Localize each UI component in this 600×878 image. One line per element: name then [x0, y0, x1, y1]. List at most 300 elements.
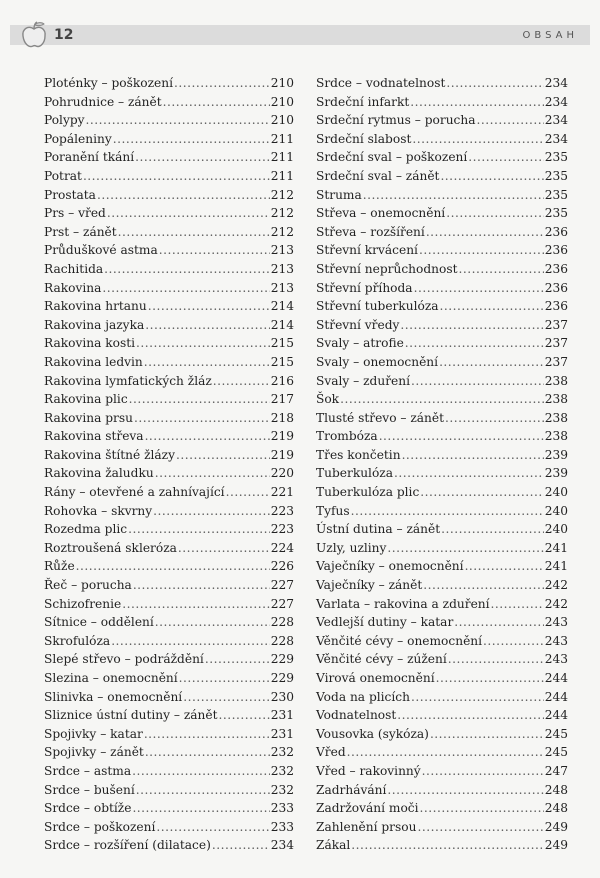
- toc-entry: [44, 669, 294, 688]
- dot-leader: [351, 502, 544, 521]
- toc-entry-page: 212: [270, 206, 294, 221]
- toc-entry: [44, 650, 294, 669]
- toc-entry: [316, 204, 568, 223]
- dot-leader: [129, 390, 270, 409]
- toc-entry-label: Zadrhávání: [316, 782, 387, 797]
- toc-entry-label: Průduškové astma: [44, 243, 158, 258]
- dot-leader: [411, 688, 544, 707]
- toc-entry-label: Ploténky – poškození: [44, 76, 174, 90]
- toc-entry-label: Rakovina prsu: [44, 410, 133, 425]
- toc-entry: [316, 576, 568, 595]
- dot-leader: [347, 743, 544, 762]
- toc-entry-page: 242: [544, 578, 568, 593]
- toc-entry-label: Pohrudnice – zánět: [44, 94, 162, 109]
- toc-entry-page: 221: [270, 485, 294, 500]
- toc-entry-label: Rakovina plic: [44, 392, 128, 407]
- dot-leader: [97, 186, 270, 205]
- toc-entry: [44, 353, 294, 372]
- toc-entry: [316, 93, 568, 112]
- toc-entry-page: 219: [270, 447, 294, 462]
- toc-entry: [316, 743, 568, 762]
- toc-entry-page: 224: [270, 540, 294, 555]
- toc-entry: [44, 557, 294, 576]
- toc-entry-label: Slepé střevo – podráždění: [44, 652, 204, 667]
- toc-entry-page: 214: [270, 299, 294, 314]
- toc-entry: [316, 502, 568, 521]
- toc-entry-page: 235: [544, 206, 568, 221]
- dot-leader: [219, 706, 270, 725]
- toc-entry-page: 220: [270, 466, 294, 481]
- toc-entry: [316, 372, 568, 391]
- toc-entry-label: Střevní příhoda: [316, 280, 413, 295]
- toc-entry-label: Slezina – onemocnění: [44, 671, 178, 685]
- toc-entry: [44, 279, 294, 298]
- toc-entry-label: Sítnice – oddělení: [44, 615, 154, 630]
- toc-entry-label: Šok: [316, 392, 340, 407]
- dot-leader: [155, 464, 270, 483]
- toc-entry-page: 236: [544, 243, 568, 258]
- dot-leader: [128, 520, 270, 539]
- toc-entry-label: Prs – vřed: [44, 206, 106, 221]
- dot-leader: [122, 595, 270, 614]
- toc-entry: [44, 316, 294, 335]
- toc-entry-page: 233: [270, 819, 294, 834]
- toc-entry: [44, 74, 294, 93]
- toc-entry-page: 213: [270, 243, 294, 258]
- toc-entry: [316, 223, 568, 242]
- dot-leader: [134, 409, 270, 428]
- toc-entry-page: 232: [270, 782, 294, 797]
- toc-entry-label: Rozedma plic: [44, 522, 128, 537]
- toc-entry-page: 234: [270, 838, 294, 853]
- toc-entry: [316, 464, 568, 483]
- toc-entry: [44, 502, 294, 521]
- toc-entry-page: 241: [544, 540, 568, 555]
- toc-entry: [316, 781, 568, 800]
- dot-leader: [145, 316, 270, 335]
- toc-entry-label: Tlusté střevo – zánět: [316, 410, 445, 425]
- toc-entry-label: Rakovina kosti: [44, 336, 135, 351]
- apple-logo-icon: [20, 20, 48, 50]
- toc-entry: [316, 483, 568, 502]
- dot-leader: [153, 502, 270, 521]
- toc-entry-label: Srdeční infarkt: [316, 94, 410, 109]
- toc-entry: [44, 464, 294, 483]
- toc-entry-page: 240: [544, 522, 568, 537]
- toc-entry: [44, 111, 294, 130]
- toc-right-column: [316, 74, 568, 855]
- toc-entry-label: Střevní vředy: [316, 317, 400, 332]
- toc-entry-label: Srdce – poškození: [44, 819, 156, 834]
- toc-entry-page: 236: [544, 299, 568, 314]
- toc-entry: [44, 762, 294, 781]
- toc-entry-page: 242: [544, 596, 568, 611]
- dot-leader: [441, 520, 544, 539]
- toc-entry-page: 236: [544, 224, 568, 239]
- toc-entry: [44, 390, 294, 409]
- toc-entry-label: Struma: [316, 187, 362, 202]
- toc-entry-label: Věnčité cévy – zúžení: [316, 652, 447, 667]
- toc-entry-page: 211: [270, 150, 294, 165]
- dot-leader: [445, 409, 544, 428]
- toc-entry-label: Prostata: [44, 187, 96, 202]
- dot-leader: [417, 818, 543, 837]
- dot-leader: [410, 93, 543, 112]
- toc-entry-label: Střeva – rozšíření: [316, 224, 425, 239]
- toc-entry: [44, 539, 294, 558]
- toc-entry-label: Vřed – rakovinný: [316, 763, 421, 778]
- toc-entry-label: Slinivka – onemocnění: [44, 689, 183, 704]
- toc-entry-page: 235: [544, 187, 568, 202]
- toc-entry: [316, 353, 568, 372]
- toc-entry: [316, 148, 568, 167]
- dot-leader: [411, 372, 544, 391]
- dot-leader: [183, 688, 270, 707]
- toc-entry-label: Zahlenění prsou: [316, 819, 417, 834]
- dot-leader: [159, 241, 270, 260]
- toc-entry: [316, 297, 568, 316]
- toc-entry-page: 234: [544, 94, 568, 109]
- toc-entry: [316, 650, 568, 669]
- page-header: [0, 18, 600, 58]
- toc-entry-label: Srdce – rozšíření (dilatace): [44, 838, 211, 853]
- dot-leader: [423, 576, 543, 595]
- toc-entry-label: Trombóza: [316, 429, 378, 444]
- toc-entry: [316, 688, 568, 707]
- toc-entry-label: Vousovka (sykóza): [316, 726, 429, 741]
- dot-leader: [439, 353, 544, 372]
- page-number: 12: [54, 27, 74, 43]
- dot-leader: [76, 557, 270, 576]
- toc-entry-page: 244: [544, 671, 568, 685]
- toc-entry-page: 227: [270, 596, 294, 611]
- toc-entry: [316, 595, 568, 614]
- toc-entry: [316, 706, 568, 725]
- toc-entry-label: Uzly, uzliny: [316, 540, 387, 555]
- toc-entry-page: 212: [270, 224, 294, 239]
- toc-entry: [316, 186, 568, 205]
- toc-entry: [316, 725, 568, 744]
- toc-entry: [316, 762, 568, 781]
- toc-entry-label: Spojivky – katar: [44, 726, 143, 741]
- toc-entry-page: 234: [544, 113, 568, 128]
- toc-entry-page: 238: [544, 429, 568, 444]
- toc-entry-label: Vodnatelnost: [316, 708, 397, 723]
- toc-entry-page: 240: [544, 503, 568, 518]
- header-band: [10, 25, 590, 45]
- toc-entry: [316, 446, 568, 465]
- toc-entry-page: 210: [270, 113, 294, 128]
- toc-entry-label: Střeva – onemocnění: [316, 206, 446, 221]
- dot-leader: [144, 353, 270, 372]
- dot-leader: [414, 279, 544, 298]
- toc-entry: [316, 613, 568, 632]
- toc-entry: [316, 818, 568, 837]
- dot-leader: [136, 334, 270, 353]
- toc-entry-page: 229: [270, 652, 294, 667]
- toc-entry-label: Věnčité cévy – onemocnění: [316, 633, 483, 648]
- dot-leader: [340, 390, 544, 409]
- dot-leader: [440, 297, 544, 316]
- toc-entry: [44, 781, 294, 800]
- toc-entry: [316, 836, 568, 855]
- toc-entry-page: 236: [544, 261, 568, 276]
- toc-entry-page: 231: [270, 726, 294, 741]
- dot-leader: [419, 241, 544, 260]
- toc-entry-label: Srdeční slabost: [316, 131, 412, 146]
- toc-entry-label: Střevní neprůchodnost: [316, 261, 458, 276]
- toc-entry: [44, 836, 294, 855]
- toc-entry-label: Srdce – astma: [44, 763, 132, 778]
- toc-entry: [44, 167, 294, 186]
- toc-entry-label: Schizofrenie: [44, 596, 122, 611]
- toc-entry: [44, 613, 294, 632]
- dot-leader: [178, 539, 270, 558]
- toc-entry: [44, 799, 294, 818]
- toc-entry-label: Rakovina ledvin: [44, 354, 143, 369]
- toc-entry-page: 218: [270, 410, 294, 425]
- toc-entry: [44, 297, 294, 316]
- toc-entry-page: 210: [270, 76, 294, 90]
- toc-entry: [316, 260, 568, 279]
- toc-entry-page: 223: [270, 522, 294, 537]
- dot-leader: [155, 613, 270, 632]
- toc-entry-label: Rakovina štítné žlázy: [44, 447, 175, 462]
- toc-entry-label: Tuberkulóza plic: [316, 485, 420, 500]
- toc-entry: [316, 427, 568, 446]
- toc-entry-label: Virová onemocnění: [316, 671, 435, 685]
- toc-entry-label: Rány – otevřené a zahnívající: [44, 485, 225, 500]
- dot-leader: [483, 632, 544, 651]
- toc-entry-page: 243: [544, 652, 568, 667]
- dot-leader: [458, 260, 543, 279]
- toc-entry: [44, 595, 294, 614]
- toc-entry-page: 232: [270, 763, 294, 778]
- toc-entry-label: Srdce – bušení: [44, 782, 135, 797]
- dot-leader: [400, 316, 543, 335]
- toc-entry: [44, 148, 294, 167]
- toc-entry-page: 237: [544, 317, 568, 332]
- toc-entry-label: Zadržování moči: [316, 801, 419, 816]
- dot-leader: [145, 743, 270, 762]
- toc-entry-page: 213: [270, 280, 294, 295]
- toc-entry-page: 236: [544, 280, 568, 295]
- dot-leader: [465, 557, 544, 576]
- toc-entry: [44, 632, 294, 651]
- toc-entry: [44, 372, 294, 391]
- toc-entry-label: Vaječníky – onemocnění: [316, 559, 464, 574]
- dot-leader: [448, 650, 544, 669]
- dot-leader: [132, 799, 269, 818]
- toc-entry: [316, 520, 568, 539]
- toc-entry-label: Střevní krvácení: [316, 243, 418, 258]
- toc-entry-label: Rakovina jazyka: [44, 317, 145, 332]
- toc-entry-page: 215: [270, 336, 294, 351]
- toc-entry: [316, 557, 568, 576]
- dot-leader: [213, 372, 270, 391]
- toc-entry-label: Rakovina lymfatických žláz: [44, 373, 212, 388]
- dot-leader: [468, 148, 543, 167]
- toc-entry: [316, 632, 568, 651]
- dot-leader: [402, 446, 544, 465]
- toc-entry-label: Sliznice ústní dutiny – zánět: [44, 708, 218, 723]
- toc-entry-page: 233: [270, 801, 294, 816]
- toc-entry-page: 215: [270, 354, 294, 369]
- dot-leader: [351, 836, 543, 855]
- section-title: OBSAH: [522, 30, 578, 41]
- dot-leader: [397, 706, 543, 725]
- dot-leader: [430, 725, 544, 744]
- toc-entry-label: Svaly – atrofie: [316, 336, 404, 351]
- dot-leader: [107, 204, 270, 223]
- dot-leader: [477, 111, 544, 130]
- toc-entry: [44, 130, 294, 149]
- toc-entry-page: 249: [544, 838, 568, 853]
- toc-entry-page: 214: [270, 317, 294, 332]
- toc-entry-label: Roztroušená skleróza: [44, 540, 177, 555]
- toc-entry-page: 217: [270, 392, 294, 407]
- dot-leader: [145, 427, 270, 446]
- toc-entry-page: 248: [544, 801, 568, 816]
- dot-leader: [446, 204, 544, 223]
- toc-entry-page: 240: [544, 485, 568, 500]
- dot-leader: [412, 130, 543, 149]
- toc-entry: [316, 390, 568, 409]
- toc-entry-page: 228: [270, 615, 294, 630]
- toc-entry-label: Tuberkulóza: [316, 466, 393, 481]
- toc-entry: [316, 799, 568, 818]
- toc-entry-page: 245: [544, 745, 568, 760]
- toc-entry-page: 212: [270, 187, 294, 202]
- dot-leader: [212, 836, 270, 855]
- toc-entry: [44, 204, 294, 223]
- toc-entry-page: 226: [270, 559, 294, 574]
- toc-entry: [316, 241, 568, 260]
- toc-entry-label: Srdeční sval – zánět: [316, 168, 440, 183]
- dot-leader: [118, 223, 270, 242]
- toc-entry: [44, 223, 294, 242]
- toc-entry: [44, 334, 294, 353]
- toc-entry-label: Zákal: [316, 838, 351, 853]
- toc-entry-page: 239: [544, 447, 568, 462]
- toc-entry-label: Skrofulóza: [44, 633, 111, 648]
- dot-leader: [405, 334, 544, 353]
- dot-leader: [135, 148, 270, 167]
- dot-leader: [420, 483, 543, 502]
- dot-leader: [454, 613, 543, 632]
- dot-leader: [83, 167, 270, 186]
- toc-entry-page: 238: [544, 392, 568, 407]
- toc-entry: [44, 725, 294, 744]
- toc-entry: [44, 93, 294, 112]
- toc-entry-page: 238: [544, 410, 568, 425]
- toc-entry: [316, 409, 568, 428]
- toc-entry: [316, 279, 568, 298]
- dot-leader: [104, 260, 270, 279]
- toc-entry: [316, 316, 568, 335]
- toc-entry: [44, 483, 294, 502]
- dot-leader: [86, 111, 270, 130]
- toc-entry-page: 228: [270, 633, 294, 648]
- toc-entry-label: Vřed: [316, 745, 346, 760]
- toc-entry-label: Srdeční rytmus – porucha: [316, 113, 476, 128]
- toc-entry-page: 223: [270, 503, 294, 518]
- dot-leader: [422, 762, 544, 781]
- toc-entry: [316, 130, 568, 149]
- toc-entry-label: Rakovina střeva: [44, 429, 144, 444]
- toc-entry-page: 234: [544, 76, 568, 90]
- dot-leader: [156, 818, 269, 837]
- dot-leader: [491, 595, 544, 614]
- toc-entry-page: 244: [544, 689, 568, 704]
- dot-leader: [226, 483, 270, 502]
- toc-entry-page: 219: [270, 429, 294, 444]
- toc-entry: [44, 446, 294, 465]
- dot-leader: [426, 223, 544, 242]
- dot-leader: [436, 669, 544, 688]
- toc-entry: [44, 241, 294, 260]
- toc-entry-page: 235: [544, 150, 568, 165]
- toc-left-column: [44, 74, 294, 855]
- toc-entry-page: 211: [270, 131, 294, 146]
- dot-leader: [440, 167, 543, 186]
- dot-leader: [113, 130, 270, 149]
- dot-leader: [144, 725, 270, 744]
- toc-entry-label: Střevní tuberkulóza: [316, 299, 439, 314]
- dot-leader: [102, 279, 269, 298]
- toc-entry: [44, 743, 294, 762]
- dot-leader: [176, 446, 270, 465]
- toc-entry-label: Tyfus: [316, 503, 350, 518]
- toc-entry-label: Srdeční sval – poškození: [316, 150, 468, 165]
- dot-leader: [132, 762, 270, 781]
- toc-entry-label: Potrat: [44, 168, 82, 183]
- dot-leader: [174, 74, 270, 93]
- toc-entry: [44, 706, 294, 725]
- toc-entry-page: 245: [544, 726, 568, 741]
- toc-entry-label: Rakovina: [44, 280, 102, 295]
- toc-entry: [44, 520, 294, 539]
- toc-entry-label: Svaly – onemocnění: [316, 354, 439, 369]
- toc-entry-label: Rachitida: [44, 261, 104, 276]
- toc-entry-page: 237: [544, 336, 568, 351]
- toc-entry-label: Varlata – rakovina a zduření: [316, 596, 490, 611]
- toc-entry-label: Prst – zánět: [44, 224, 117, 239]
- toc-entry-page: 229: [270, 671, 294, 685]
- dot-leader: [148, 297, 270, 316]
- toc-entry-label: Vedlejší dutiny – katar: [316, 615, 454, 630]
- toc-entry-label: Růže: [44, 559, 75, 574]
- toc-entry-label: Spojivky – zánět: [44, 745, 144, 760]
- toc-entry-page: 248: [544, 782, 568, 797]
- toc-entry-label: Voda na plicích: [316, 689, 410, 704]
- toc-entry-page: 210: [270, 94, 294, 109]
- dot-leader: [363, 186, 544, 205]
- toc-entry-page: 243: [544, 615, 568, 630]
- dot-leader: [136, 781, 270, 800]
- dot-leader: [387, 781, 543, 800]
- toc-entry-label: Popáleniny: [44, 131, 112, 146]
- dot-leader: [387, 539, 543, 558]
- toc-entry-page: 243: [544, 633, 568, 648]
- dot-leader: [179, 669, 270, 688]
- toc-entry-label: Srdce – vodnatelnost: [316, 76, 446, 90]
- dot-leader: [420, 799, 544, 818]
- toc-entry-label: Srdce – obtíže: [44, 801, 132, 816]
- toc-entry-label: Rohovka – skvrny: [44, 503, 153, 518]
- toc-entry: [44, 818, 294, 837]
- toc-entry-page: 238: [544, 373, 568, 388]
